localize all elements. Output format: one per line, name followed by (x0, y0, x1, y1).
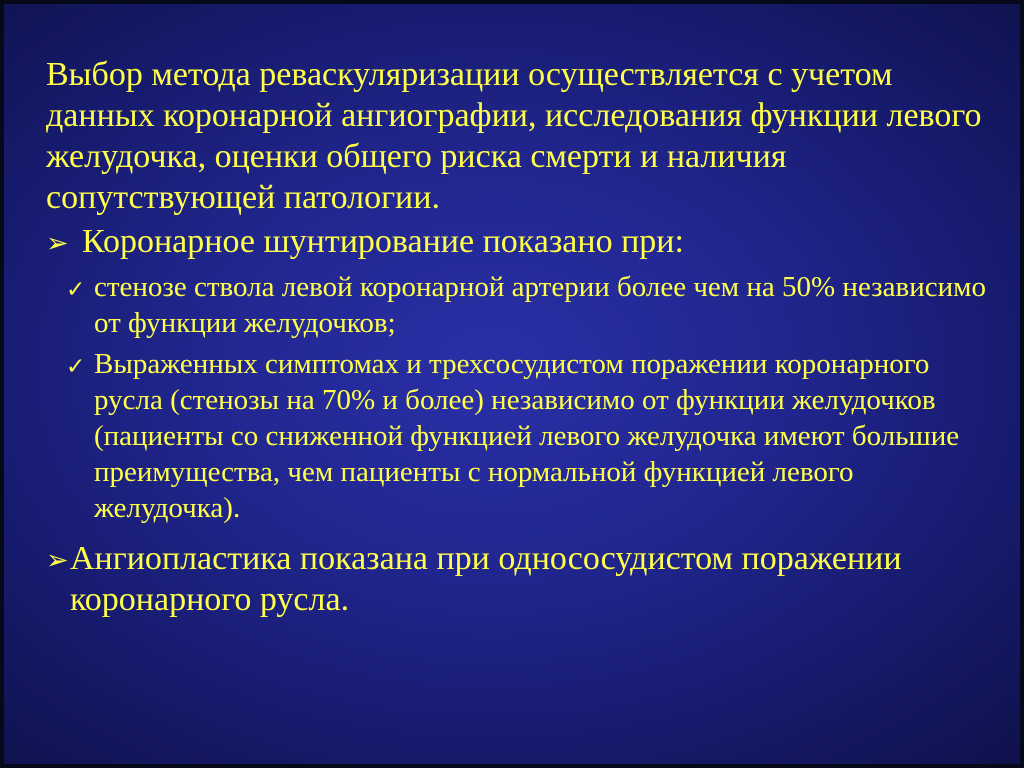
bullet-pci (46, 538, 996, 620)
bullet-cabg (46, 221, 996, 264)
slide-content (46, 54, 996, 620)
bullet-cabg-text: Коронарное шунтирование показано при: (82, 223, 684, 260)
arrow-bullet-icon: ➢ (46, 228, 69, 258)
sub-item-three-vessel-disease (66, 346, 996, 526)
checkmark-icon: ✓ (66, 354, 86, 380)
arrow-bullet-icon: ➢ (46, 545, 69, 575)
sub-item-left-main-stenosis (66, 269, 996, 341)
checkmark-icon: ✓ (66, 277, 86, 303)
intro-paragraph: Выбор метода реваскуляризации осуществляется с учетом данных коронарной ангиографии, исследования функции левого желудочка, оценки общего риска смерти и наличия сопутствующей патологии. (46, 56, 982, 216)
sub-item-text: Выраженных симптомах и трехсосудистом поражении коронарного русла (стенозы на 70% и более) независимо от функции желудочков (пациенты со сниженной функцией левого желудочка имеют большие преимущества, чем пациенты с нормальной функцией левого желудочка). (94, 348, 960, 524)
bullet-pci-text: Ангиопластика показана при однососудистом поражении коронарного русла. (70, 540, 902, 618)
sub-item-text: стенозе ствола левой коронарной артерии более чем на 50% независимо от функции желудочков; (94, 271, 986, 339)
